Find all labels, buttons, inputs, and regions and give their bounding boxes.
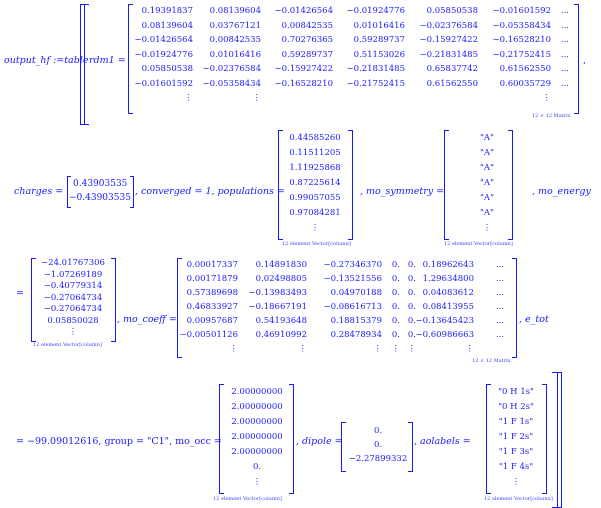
mo-occ-value: 0. [252, 462, 262, 472]
rdm1-cell: 0.08139604 [209, 6, 261, 16]
mo-occ-value: 2.00000000 [231, 447, 283, 457]
mo-symmetry-value: "A" [480, 133, 494, 143]
mo-occ-value: 2.00000000 [231, 402, 283, 412]
mo-coeff-cell: −0.13521556 [323, 274, 382, 284]
rdm1-cell: 0.59289737 [281, 49, 333, 60]
mo-coeff-cell: 0. [391, 288, 400, 298]
mo-coeff-matrix [179, 259, 512, 355]
mo-coeff-cell: 0.18815379 [330, 316, 382, 326]
mo-coeff-cell: 0. [407, 260, 416, 270]
rdm1-cell: −0.16528210 [274, 78, 333, 89]
rdm1-cell: 0.59289737 [353, 35, 405, 45]
mo-symmetry-value: "A" [480, 193, 494, 203]
rdm1-cell: ⋮ [252, 93, 261, 103]
mo-energy-equals: = [16, 288, 24, 299]
aolabel-value: "0 H 2s" [498, 402, 534, 412]
aolabel-value: "1 F 3s" [498, 447, 534, 457]
mo-coeff-cell: 0.46910992 [255, 330, 307, 340]
mo-coeff-cell: −0.27346370 [323, 260, 382, 270]
rdm1-cell: ... [560, 20, 569, 31]
rdm1-cell: −0.21831485 [419, 49, 478, 60]
dipole-value: −2.27899332 [348, 454, 408, 464]
converged-populations-label: , converged = 1, populations = [135, 186, 285, 197]
rdm1-cell: 0.51153026 [353, 49, 405, 60]
mo-coeff-cell: ⋮ [465, 344, 474, 354]
mo-coeff-cell: 0.00017337 [186, 260, 238, 270]
mo-coeff-cell: ⋮ [391, 344, 400, 354]
rdm1-cell: −0.05358434 [492, 20, 551, 31]
rdm1-cell: 0.65837742 [426, 64, 478, 74]
mo-coeff-cell: 0.04970188 [330, 288, 382, 298]
mo-energy-value: 0.05850028 [47, 315, 99, 326]
mo-symmetry-right-bracket [508, 130, 513, 240]
mo-coeff-cell: −0.60986663 [415, 330, 474, 340]
dipole-label: , dipole = [296, 436, 343, 447]
mo-occ-value: ⋮ [252, 477, 262, 487]
rdm1-cell: −0.05358434 [202, 78, 261, 89]
mo-coeff-cell: −0.13983493 [248, 288, 307, 298]
dipole-value: 0. [373, 440, 383, 450]
mo-coeff-cell: 0. [407, 288, 416, 298]
charge-value-1: −0.43903535 [69, 193, 131, 203]
dipole-vector [345, 424, 411, 466]
aolabels-caption: 12 element Vector[column] [484, 496, 553, 502]
rdm1-cell: ... [560, 49, 569, 60]
mo-coeff-cell: ⋮ [298, 344, 307, 354]
mo-energy-label: , mo_energy [532, 186, 591, 197]
trailing-comma: , [583, 55, 587, 66]
rdm1-cell: 0.61562550 [499, 64, 551, 74]
mo-coeff-cell: 0.08413955 [422, 302, 474, 312]
mo-coeff-caption: 12 × 12 Matrix [472, 358, 511, 364]
table-close-bracket-inner [556, 372, 562, 508]
rdm1-cell: −0.16528210 [492, 35, 551, 45]
mo-coeff-cell: ⋮ [407, 344, 416, 354]
mo-coeff-cell: 0.54193648 [255, 316, 307, 326]
mo-coeff-cell: 0. [407, 330, 416, 340]
rdm1-label: rdm1 = [89, 55, 126, 66]
mo-coeff-right-bracket [512, 258, 517, 358]
population-value: 0.97084281 [289, 208, 341, 218]
mo-coeff-cell: ... [495, 316, 504, 326]
mo-coeff-cell: 0. [391, 316, 400, 326]
rdm1-cell: −0.01601592 [134, 78, 193, 89]
rdm1-matrix [133, 5, 573, 111]
population-value: 0.87225614 [289, 178, 341, 188]
population-value: 1.11925868 [289, 163, 341, 173]
rdm1-cell: −0.15927422 [419, 35, 478, 45]
mo-symmetry-value: "A" [480, 163, 494, 173]
mo-energy-value: ⋮ [68, 327, 78, 337]
energies-caption: 12 element Vector[column] [33, 342, 102, 348]
mo-coeff-cell: 0.00171879 [186, 274, 238, 284]
population-value: 0.11511205 [289, 148, 341, 158]
mo-coeff-label: , mo_coeff = [117, 314, 177, 325]
mo-coeff-cell: 0.00957687 [186, 316, 238, 326]
mo-coeff-cell: ... [495, 260, 504, 270]
mo-coeff-cell: 0.28478934 [330, 330, 382, 340]
mo-coeff-cell: 0. [391, 302, 400, 312]
rdm1-cell: 0.19391837 [141, 6, 193, 16]
rdm1-cell: −0.01924776 [346, 6, 405, 16]
rdm1-cell: 0.01016416 [209, 49, 261, 60]
rdm1-cell: 0.05850538 [426, 6, 478, 16]
mo-energy-value: −0.27064734 [43, 304, 103, 314]
aolabels-vector [488, 385, 544, 490]
rdm1-cell: ... [560, 35, 569, 45]
charges-label: charges = [14, 186, 64, 197]
mo-energy-value: −24.01767306 [41, 258, 105, 268]
rdm1-cell: ⋮ [184, 93, 193, 103]
mo-coeff-cell: 0.02498805 [255, 274, 307, 284]
populations-vector [284, 131, 346, 236]
population-value: ⋮ [310, 223, 320, 233]
rdm1-cell: −0.02376584 [202, 64, 261, 74]
mo-energy-value: −0.40779314 [43, 281, 103, 291]
rdm1-cell: −0.21752415 [346, 78, 405, 89]
e-tot-label: , e_tot [519, 314, 549, 325]
charge-value-0: 0.43903535 [73, 179, 128, 189]
rdm1-cell: −0.01924776 [134, 49, 193, 60]
mo-energy-value: −1.07269189 [43, 269, 103, 280]
mo-coeff-cell: ⋮ [229, 344, 238, 354]
rdm1-cell: −0.21752415 [492, 49, 551, 60]
mo-coeff-cell: −0.13645423 [415, 316, 474, 326]
mo-coeff-cell: ... [495, 302, 504, 312]
population-value: 0.99057055 [289, 193, 341, 203]
mo-coeff-cell: −0.00501126 [179, 330, 238, 340]
mo-symmetry-left-bracket [444, 130, 449, 240]
populations-left-bracket [278, 130, 283, 240]
rdm1-cell: −0.01426564 [274, 6, 333, 16]
mo-coeff-cell: ⋮ [373, 344, 382, 354]
rdm1-cell: 0.60035729 [499, 78, 551, 89]
rdm1-cell: −0.01601592 [492, 6, 551, 16]
mo-coeff-cell: 0. [407, 302, 416, 312]
mo-symmetry-label: , mo_symmetry = [360, 186, 445, 197]
rdm1-cell: ... [560, 6, 569, 16]
rdm1-cell: 0.05850538 [141, 64, 193, 74]
mo-symmetry-caption: 12 element Vector[column] [444, 241, 513, 247]
mo-coeff-cell: ... [495, 330, 504, 340]
population-value: 0.44585260 [289, 133, 341, 143]
dipole-value: 0. [373, 426, 383, 436]
mo-occ-value: 2.00000000 [231, 387, 283, 397]
mo-coeff-cell: 0.14891830 [255, 260, 307, 270]
rdm1-cell: ... [560, 64, 569, 74]
mo-energy-value: −0.27064734 [43, 292, 103, 303]
mo-coeff-cell: 1.29634800 [422, 274, 474, 284]
mo-coeff-cell: ... [495, 288, 504, 298]
aolabels-label: , aolabels = [414, 436, 471, 447]
mo-occ-caption: 12 element Vector[column] [213, 496, 282, 502]
mo-energy-vector [33, 258, 113, 339]
aolabels-right-bracket [542, 384, 547, 494]
rdm1-cell: 0.08139604 [141, 20, 193, 31]
rdm1-cell: 0.00842535 [209, 35, 261, 45]
rdm1-cell: 0.61562550 [426, 78, 478, 89]
aolabel-value: "1 F 2s" [498, 432, 534, 442]
mo-coeff-cell: 0.04083612 [422, 288, 474, 298]
etot-group-mo-occ-label: = −99.09012616, group = "C1", mo_occ = [16, 436, 222, 447]
mo-coeff-cell: 0. [391, 274, 400, 284]
mo-coeff-cell: ... [495, 274, 504, 284]
mo-coeff-cell: 0. [407, 316, 416, 326]
mo-occ-value: 2.00000000 [231, 417, 283, 427]
mo-occ-value: 2.00000000 [231, 432, 283, 442]
mo-coeff-cell: 0. [407, 274, 416, 284]
mo-occ-vector [223, 385, 291, 490]
mo-occ-right-bracket [289, 384, 294, 494]
mo-coeff-cell: 0.46833927 [186, 302, 238, 312]
aolabel-value: ⋮ [511, 477, 521, 487]
charges-right-bracket [130, 176, 134, 208]
mo-coeff-cell: −0.08616713 [323, 302, 382, 312]
aolabel-value: "1 F 1s" [498, 417, 534, 427]
rdm1-cell: −0.15927422 [274, 64, 333, 74]
rdm1-cell: ⋮ [542, 93, 551, 103]
mo-coeff-cell: 0. [391, 260, 400, 270]
dipole-right-bracket [408, 422, 413, 472]
mo-symmetry-value: "A" [480, 208, 494, 218]
aolabel-value: "1 F 4s" [498, 462, 534, 472]
rdm1-cell: −0.02376584 [419, 20, 478, 31]
mo-symmetry-value: ⋮ [482, 223, 492, 233]
rdm1-cell: 0.70276365 [281, 35, 333, 45]
rdm1-cell: ... [560, 78, 569, 89]
rdm1-cell: 0.03767121 [209, 20, 261, 31]
rdm1-matrix-caption: 12 × 12 Matrix [532, 113, 571, 119]
rdm1-cell: −0.01426564 [134, 35, 193, 45]
energies-right-bracket [111, 258, 116, 342]
mo-coeff-cell: 0.57389698 [186, 288, 238, 298]
mo-coeff-cell: −0.18667191 [248, 302, 307, 312]
rdm1-cell: 0.01016416 [353, 20, 405, 31]
mo-symmetry-value: "A" [480, 178, 494, 188]
mo-coeff-cell: 0.18962643 [422, 260, 474, 270]
populations-caption: 12 element Vector[column] [282, 241, 351, 247]
rdm1-cell: −0.21831485 [346, 64, 405, 74]
populations-right-bracket [348, 130, 353, 240]
output-assignment: output_hf :=table [4, 55, 89, 66]
rdm1-cell: 0.00842535 [281, 20, 333, 31]
rdm1-matrix-right-bracket [574, 4, 579, 114]
mo-coeff-cell: 0. [391, 330, 400, 340]
mo-symmetry-value: "A" [480, 148, 494, 158]
aolabel-value: "0 H 1s" [498, 387, 534, 397]
